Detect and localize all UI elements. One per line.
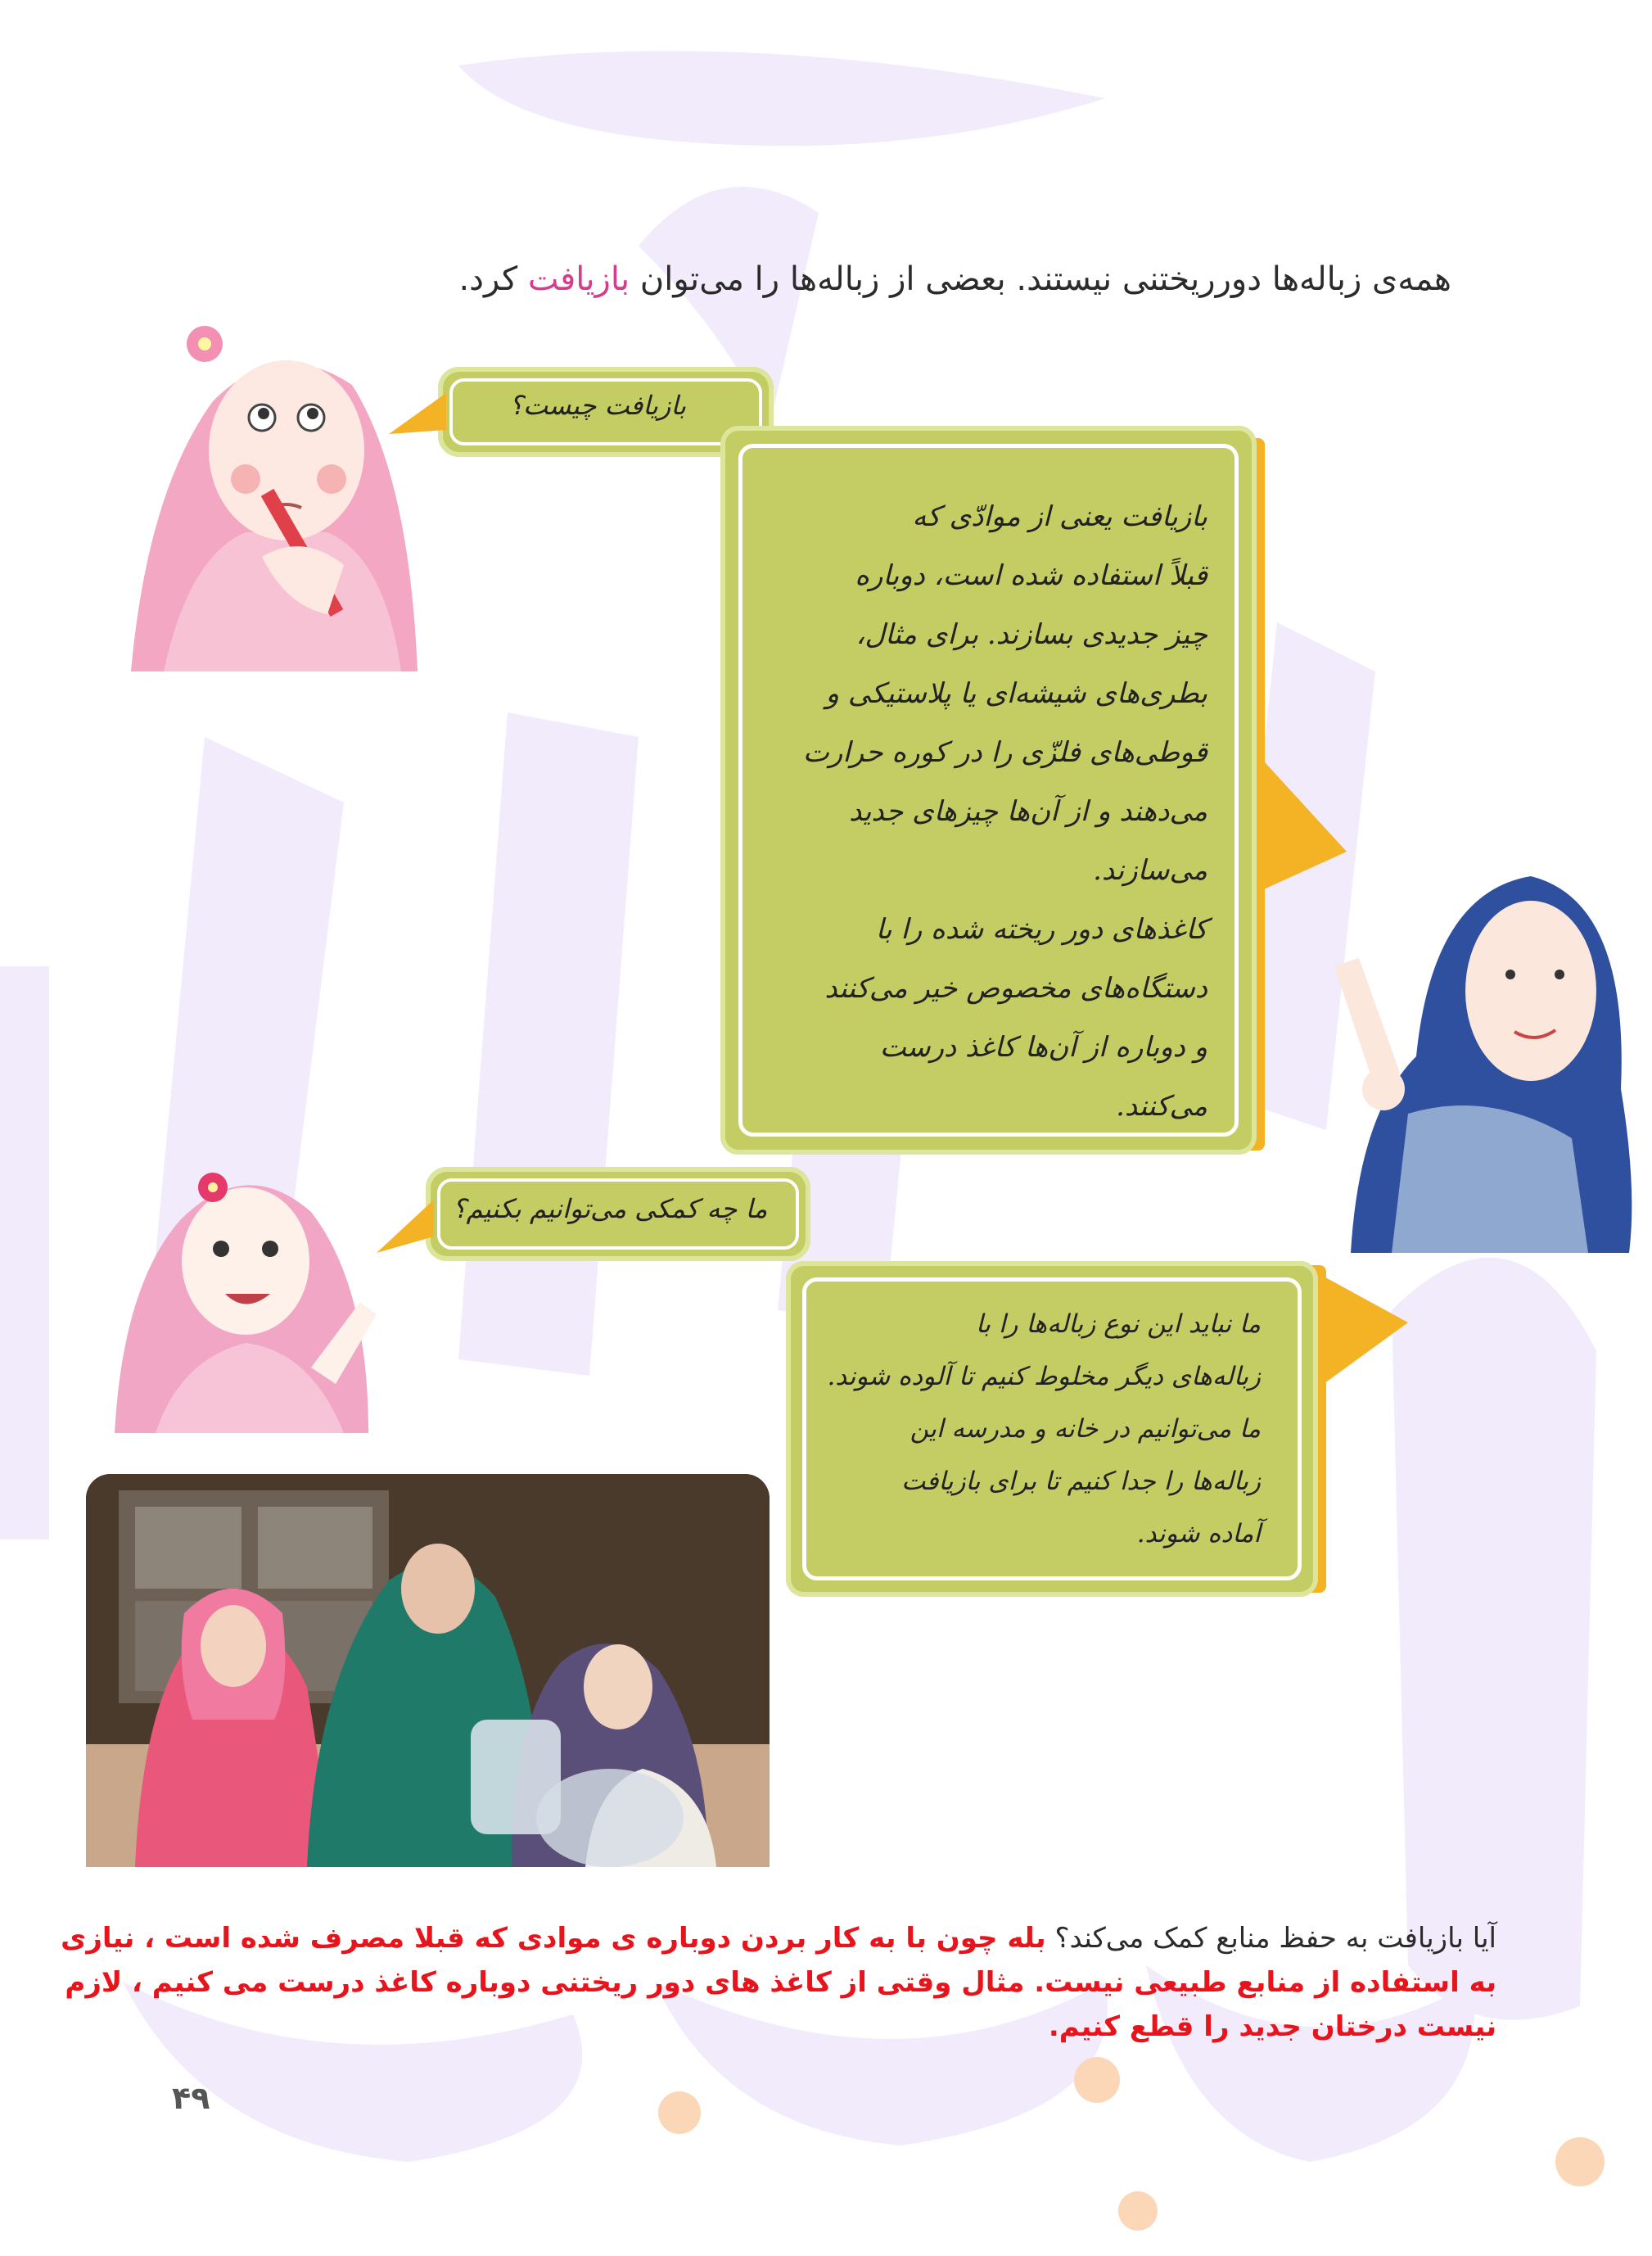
answer2-line: زباله‌های دیگر مخلوط کنیم تا آلوده شوند.: [827, 1362, 1261, 1391]
question-bubble-2: [426, 1167, 810, 1261]
answer1-line: چیز جدیدی بسازند. برای مثال،: [855, 618, 1207, 651]
answer-bubble-1-text: [770, 487, 1207, 1136]
question-paragraph: [39, 1916, 1496, 2049]
answer1-line: قوطی‌های فلزّی را در کوره حرارت: [802, 736, 1207, 769]
question-bubble-1-text: بازیافت چیست؟: [508, 390, 687, 421]
answer2-line: ما می‌توانیم در خانه و مدرسه این: [910, 1414, 1261, 1444]
answer1-line: کاغذهای دور ریخته شده را با: [875, 913, 1207, 946]
answer-bubble-2-text: [823, 1298, 1261, 1560]
bubble-pointer-orange-1: [389, 385, 446, 450]
answer1-line: بطری‌های شیشه‌ای یا پلاستیکی و: [825, 677, 1207, 710]
answer1-line: و دوباره از آن‌ها کاغذ درست: [879, 1031, 1207, 1064]
intro-highlight-word: بازیافت: [527, 260, 630, 298]
answer1-line: بازیافت یعنی از موادّی که: [912, 500, 1207, 533]
family-recycling-photo-drawing: [86, 1474, 770, 1867]
intro-text-before: همه‌ی زباله‌ها دورریختنی نیستند. بعضی از زباله‌ها را می‌توان: [630, 260, 1451, 298]
question-answer: بله چون با به کار بردن دوباره ی موادی که قبلا مصرف شده است ، نیازی به استفاده از منابع طبیعی نیست. مثال وقتی از کاغذ های دور ریختنی دوباره کاغذ درست می کنیم ، لازم نیست درختان جدید را قطع کنیم.: [61, 1922, 1496, 2043]
answer1-line: می‌کنند.: [1116, 1090, 1207, 1123]
answer-bubble-2: [786, 1261, 1318, 1597]
answer2-line: زباله‌ها را جدا کنیم تا برای بازیافت: [901, 1467, 1261, 1496]
girl-thinking-illustration: [115, 287, 442, 680]
answer1-line: می‌سازند.: [1093, 854, 1207, 887]
answer2-line: آماده شوند.: [1136, 1519, 1261, 1548]
intro-text-after: کرد.: [458, 260, 528, 298]
family-recycling-photo: [86, 1474, 770, 1867]
teacher-pointing-illustration: [1302, 843, 1645, 1253]
answer2-line: ما نباید این نوع زباله‌ها را با: [975, 1309, 1261, 1339]
answer1-line: قبلاً استفاده شده است، دوباره: [855, 559, 1207, 592]
bubble-pointer-orange-3: [377, 1191, 434, 1265]
answer1-line: می‌دهند و از آن‌ها چیزهای جدید: [849, 795, 1207, 828]
question-bubble-2-text: ما چه کمکی می‌توانیم بکنیم؟: [452, 1193, 768, 1224]
bubble-pointer-orange-4: [1318, 1273, 1408, 1388]
answer1-line: دستگاه‌های مخصوص خیر می‌کنند: [824, 972, 1207, 1005]
answer-bubble-1: [720, 426, 1257, 1155]
page-number: ۴۹: [172, 2080, 210, 2116]
girl-pointing-illustration: [106, 1138, 401, 1433]
question-prompt: آیا بازیافت به حفظ منابع کمک می‌کند؟: [1045, 1922, 1496, 1955]
